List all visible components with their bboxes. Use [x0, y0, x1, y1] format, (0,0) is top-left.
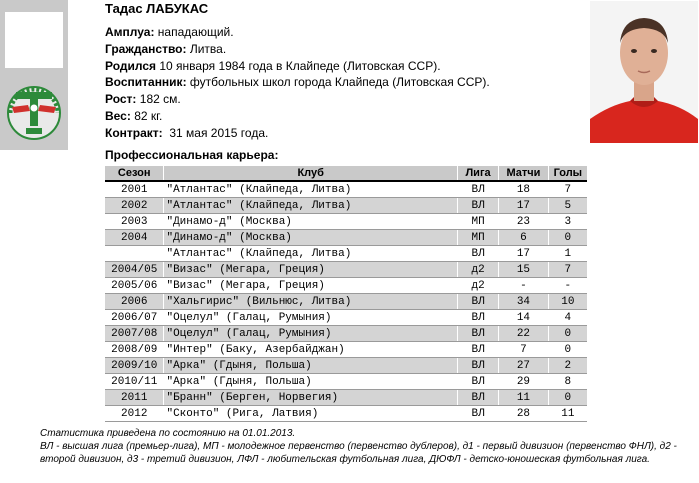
- cell-club: "Интер" (Баку, Азербайджан): [164, 342, 457, 358]
- career-section-title: Профессиональная карьера:: [105, 148, 279, 162]
- cell-league: ВЛ: [457, 374, 498, 390]
- cell-club: "Сконто" (Рига, Латвия): [164, 406, 457, 422]
- cell-club: "Динамо-д" (Москва): [164, 230, 457, 246]
- cell-league: ВЛ: [457, 342, 498, 358]
- cell-goals: 3: [548, 214, 587, 230]
- career-table: [105, 166, 587, 422]
- cell-club: "Визас" (Мегара, Греция): [164, 278, 457, 294]
- table-row: [105, 246, 587, 262]
- table-row: [105, 278, 587, 294]
- cell-matches: 11: [499, 390, 548, 406]
- born-line: Родился 10 января 1984 года в Клайпеде (Литовская ССР).: [105, 58, 441, 73]
- table-row: [105, 358, 587, 374]
- cell-matches: 7: [499, 342, 548, 358]
- cell-matches: 28: [499, 406, 548, 422]
- table-row: [105, 390, 587, 406]
- contract-line: Контракт: 31 мая 2015 года.: [105, 125, 269, 140]
- cell-club: "Оцелул" (Галац, Румыния): [164, 326, 457, 342]
- cell-league: д2: [457, 278, 498, 294]
- player-photo: [590, 1, 698, 143]
- cell-club: "Арка" (Гдыня, Польша): [164, 374, 457, 390]
- header-club: Клуб: [164, 166, 457, 181]
- cell-matches: 27: [499, 358, 548, 374]
- blank-placeholder: [5, 12, 63, 68]
- citizenship-line: Гражданство: Литва.: [105, 41, 227, 56]
- cell-matches: 15: [499, 262, 548, 278]
- table-row: [105, 214, 587, 230]
- player-name: Тадас ЛАБУКАС: [105, 1, 209, 16]
- cell-season: 2003: [105, 214, 164, 230]
- cell-goals: 11: [548, 406, 587, 422]
- league-legend-note: ВЛ - высшая лига (премьер-лига), МП - молодежное первенство (первенство дублеров), д1 - первый дивизион (первенство ФНЛ), д2 - второй дивизион, д3 - третий дивизион, ЛФЛ - любительская футбольная лига, ДЮФЛ - детско-юношеская футбольная лига.: [40, 440, 677, 465]
- cell-season: 2001: [105, 181, 164, 198]
- cell-goals: 7: [548, 262, 587, 278]
- table-row: [105, 406, 587, 422]
- cell-club: "Визас" (Мегара, Греция): [164, 262, 457, 278]
- cell-matches: 17: [499, 246, 548, 262]
- cell-matches: -: [499, 278, 548, 294]
- stats-date-note: Статистика приведена по состоянию на 01.01.2013.: [40, 428, 296, 439]
- cell-goals: -: [548, 278, 587, 294]
- table-row: [105, 310, 587, 326]
- header-league: Лига: [457, 166, 498, 181]
- cell-goals: 0: [548, 390, 587, 406]
- header-season: Сезон: [105, 166, 164, 181]
- footnotes: [40, 428, 690, 466]
- table-row: [105, 198, 587, 214]
- cell-goals: 1: [548, 246, 587, 262]
- cell-club: "Атлантас" (Клайпеда, Литва): [164, 198, 457, 214]
- cell-club: "Арка" (Гдыня, Польша): [164, 358, 457, 374]
- cell-league: д2: [457, 262, 498, 278]
- cell-league: ВЛ: [457, 246, 498, 262]
- cell-season: 2002: [105, 198, 164, 214]
- cell-goals: 8: [548, 374, 587, 390]
- table-row: [105, 374, 587, 390]
- table-row: [105, 294, 587, 310]
- height-line: Рост: 182 см.: [105, 92, 181, 107]
- cell-matches: 29: [499, 374, 548, 390]
- cell-league: МП: [457, 230, 498, 246]
- cell-goals: 0: [548, 326, 587, 342]
- weight-line: Вес: 82 кг.: [105, 108, 163, 123]
- cell-season: 2004: [105, 230, 164, 246]
- cell-season: 2008/09: [105, 342, 164, 358]
- cell-league: ВЛ: [457, 198, 498, 214]
- cell-goals: 2: [548, 358, 587, 374]
- left-sidebar: [0, 0, 68, 150]
- cell-matches: 34: [499, 294, 548, 310]
- cell-club: "Бранн" (Берген, Норвегия): [164, 390, 457, 406]
- cell-season: 2006: [105, 294, 164, 310]
- header-goals: Голы: [548, 166, 587, 181]
- role-line: Амплуа: нападающий.: [105, 25, 234, 39]
- cell-goals: 0: [548, 342, 587, 358]
- cell-season: 2012: [105, 406, 164, 422]
- cell-goals: 5: [548, 198, 587, 214]
- cell-goals: 10: [548, 294, 587, 310]
- cell-league: ВЛ: [457, 294, 498, 310]
- cell-season: 2006/07: [105, 310, 164, 326]
- cell-season: 2007/08: [105, 326, 164, 342]
- cell-league: ВЛ: [457, 310, 498, 326]
- table-row: [105, 230, 587, 246]
- cell-club: "Атлантас" (Клайпеда, Литва): [164, 181, 457, 198]
- cell-club: "Атлантас" (Клайпеда, Литва): [164, 246, 457, 262]
- cell-matches: 18: [499, 181, 548, 198]
- table-row: [105, 342, 587, 358]
- cell-season: 2009/10: [105, 358, 164, 374]
- cell-club: "Оцелул" (Галац, Румыния): [164, 310, 457, 326]
- header-matches: Матчи: [499, 166, 548, 181]
- cell-matches: 23: [499, 214, 548, 230]
- cell-matches: 17: [499, 198, 548, 214]
- cell-season: [105, 246, 164, 262]
- player-info: [105, 24, 490, 142]
- table-row: [105, 262, 587, 278]
- cell-matches: 22: [499, 326, 548, 342]
- table-row: [105, 181, 587, 198]
- cell-league: МП: [457, 214, 498, 230]
- cell-season: 2004/05: [105, 262, 164, 278]
- career-table-header: [105, 166, 587, 181]
- cell-club: "Динамо-д" (Москва): [164, 214, 457, 230]
- cell-matches: 6: [499, 230, 548, 246]
- cell-matches: 14: [499, 310, 548, 326]
- cell-club: "Хальгирис" (Вильнюс, Литва): [164, 294, 457, 310]
- cell-goals: 7: [548, 181, 587, 198]
- cell-goals: 0: [548, 230, 587, 246]
- cell-season: 2011: [105, 390, 164, 406]
- cell-season: 2005/06: [105, 278, 164, 294]
- cell-goals: 4: [548, 310, 587, 326]
- cell-league: ВЛ: [457, 358, 498, 374]
- cell-league: ВЛ: [457, 181, 498, 198]
- cell-league: ВЛ: [457, 390, 498, 406]
- cell-season: 2010/11: [105, 374, 164, 390]
- academy-line: Воспитанник: футбольных школ города Клайпеда (Литовская ССР).: [105, 75, 490, 90]
- torpedo-club-logo-icon: [4, 80, 64, 142]
- cell-league: ВЛ: [457, 406, 498, 422]
- table-row: [105, 326, 587, 342]
- cell-league: ВЛ: [457, 326, 498, 342]
